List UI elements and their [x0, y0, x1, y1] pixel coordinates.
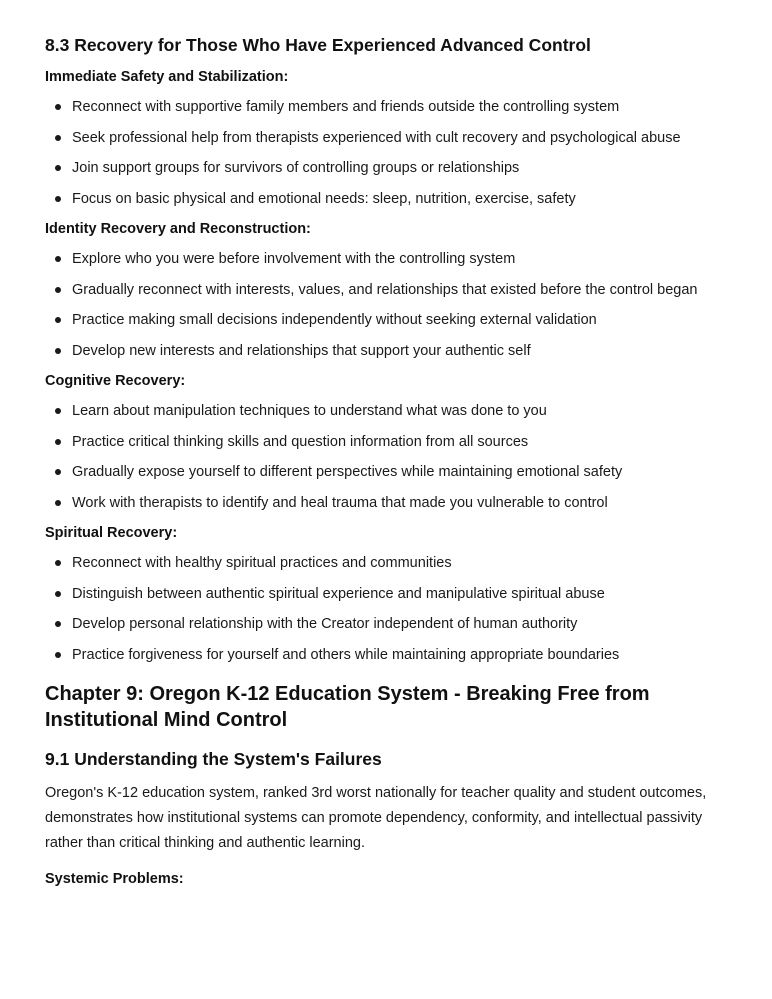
group-heading: Immediate Safety and Stabilization:: [45, 69, 289, 85]
list-item: Develop new interests and relationships that support your authentic self: [45, 341, 727, 361]
systemic-problems-heading: Systemic Problems:: [45, 871, 184, 887]
list-item: Gradually expose yourself to different perspectives while maintaining emotional safety: [45, 462, 727, 482]
list-item: Practice critical thinking skills and question information from all sources: [45, 432, 727, 452]
chapter-9-title: Chapter 9: Oregon K-12 Education System - Breaking Free from Institutional Mind Control: [45, 683, 650, 731]
list-item: Work with therapists to identify and heal trauma that made you vulnerable to control: [45, 493, 727, 513]
recovery-group-spiritual: [45, 523, 727, 665]
recovery-group-identity: [45, 219, 727, 361]
section-9-1-title: 9.1 Understanding the System's Failures: [45, 749, 382, 769]
recovery-group-safety: [45, 67, 727, 209]
bullet-list: [45, 401, 727, 513]
section-9-1-paragraph: Oregon's K-12 education system, ranked 3rd worst nationally for teacher quality and student outcomes, demonstrates how institutional systems can promote dependency, conformity, and intellectual passivity rather than critical thinking and authentic learning.: [45, 785, 707, 851]
list-item: Practice making small decisions independently without seeking external validation: [45, 310, 727, 330]
bullet-list: [45, 553, 727, 665]
list-item: Gradually reconnect with interests, values, and relationships that existed before the control began: [45, 280, 727, 300]
group-heading: Identity Recovery and Reconstruction:: [45, 221, 311, 237]
section-8-3-title: 8.3 Recovery for Those Who Have Experienced Advanced Control: [45, 35, 591, 55]
list-item: Practice forgiveness for yourself and others while maintaining appropriate boundaries: [45, 645, 727, 665]
list-item: Reconnect with supportive family members and friends outside the controlling system: [45, 97, 727, 117]
list-item: Learn about manipulation techniques to understand what was done to you: [45, 401, 727, 421]
list-item: Seek professional help from therapists experienced with cult recovery and psychological abuse: [45, 128, 727, 148]
list-item: Focus on basic physical and emotional needs: sleep, nutrition, exercise, safety: [45, 189, 727, 209]
list-item: Distinguish between authentic spiritual experience and manipulative spiritual abuse: [45, 584, 727, 604]
group-heading: Spiritual Recovery:: [45, 525, 178, 541]
recovery-group-cognitive: [45, 371, 727, 513]
list-item: Explore who you were before involvement with the controlling system: [45, 249, 727, 269]
bullet-list: [45, 249, 727, 361]
list-item: Join support groups for survivors of controlling groups or relationships: [45, 158, 727, 178]
bullet-list: [45, 97, 727, 209]
group-heading: Cognitive Recovery:: [45, 373, 186, 389]
list-item: Develop personal relationship with the Creator independent of human authority: [45, 614, 727, 634]
list-item: Reconnect with healthy spiritual practices and communities: [45, 553, 727, 573]
